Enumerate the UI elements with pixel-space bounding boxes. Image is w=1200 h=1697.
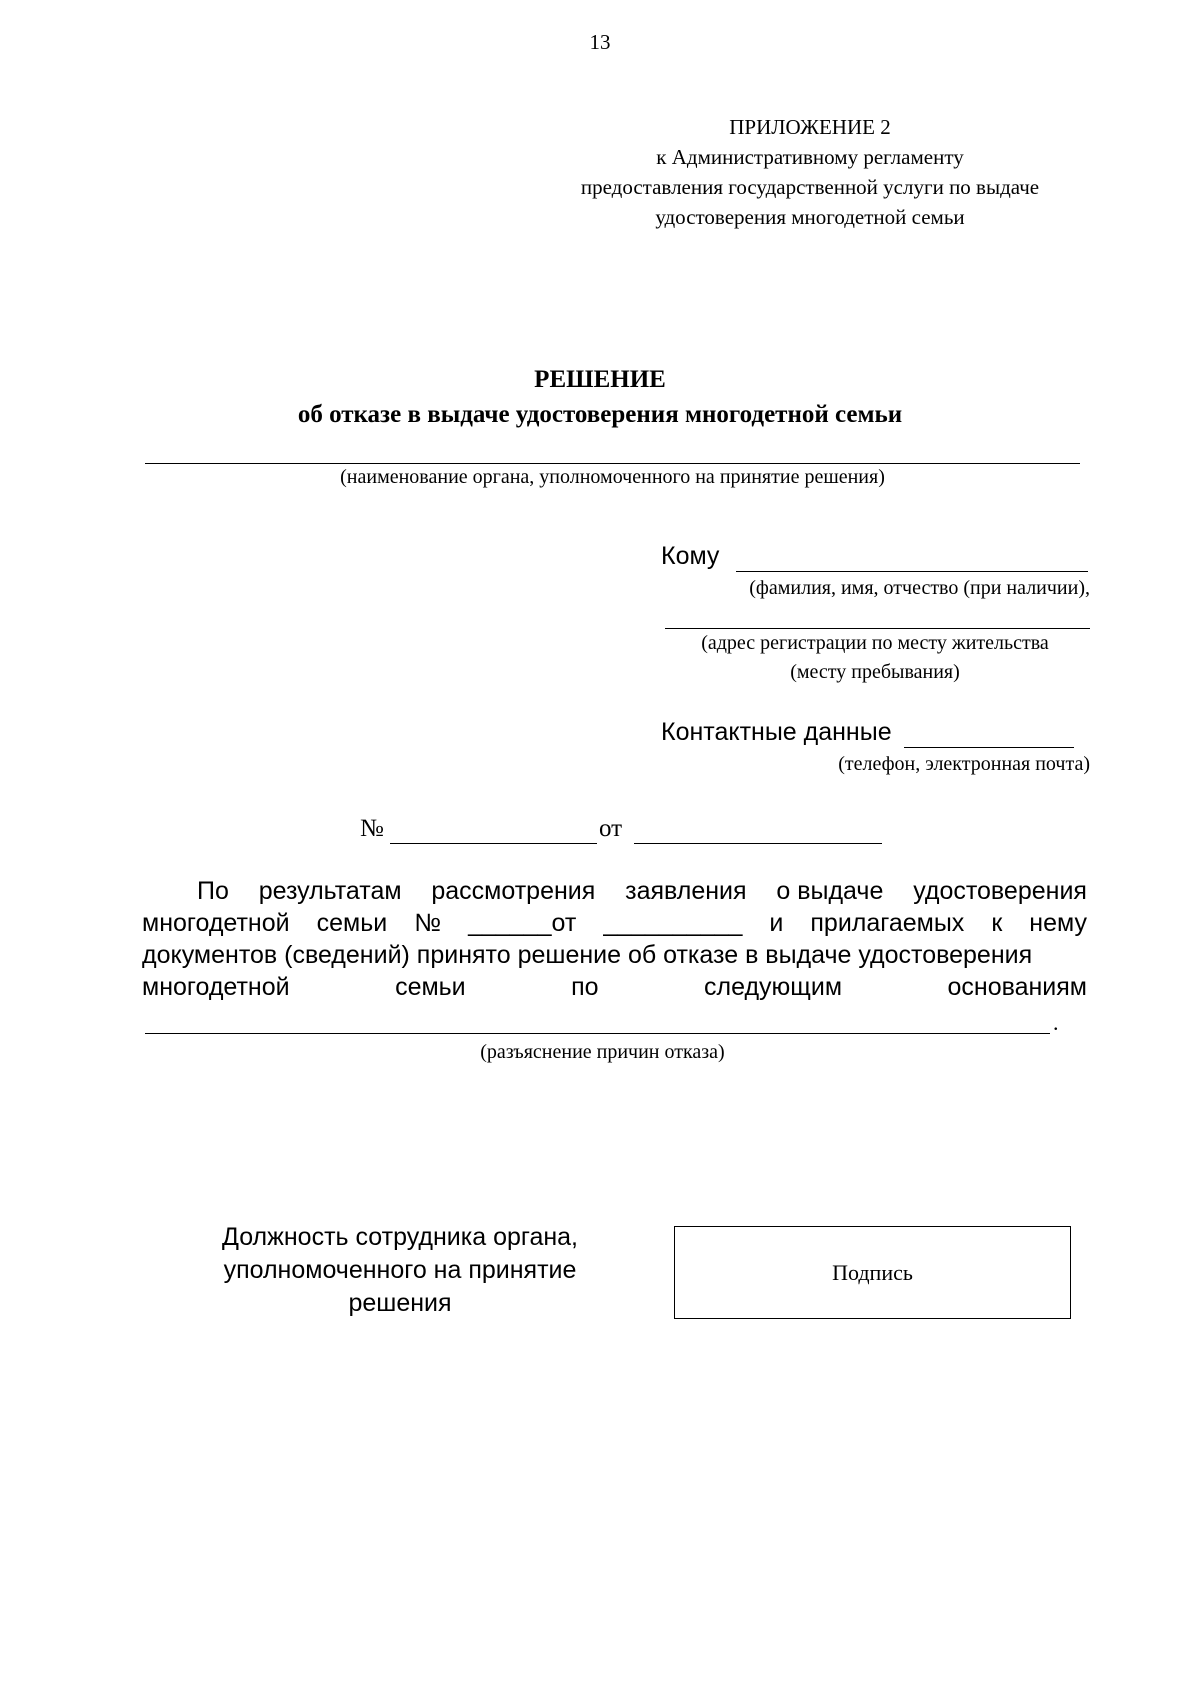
appendix-line: предоставления государственной услуги по выдаче xyxy=(580,175,1040,199)
signature-label: Подпись xyxy=(832,1259,913,1285)
body-line-2 xyxy=(142,907,1087,939)
body-word: по xyxy=(571,973,599,1001)
contact-caption: (телефон, электронная почта) xyxy=(838,753,1090,775)
decision-body xyxy=(142,875,1087,1003)
signatory-position-line: решения xyxy=(348,1289,452,1317)
body-word: многодетной xyxy=(142,973,290,1001)
body-line-4 xyxy=(142,971,1087,1003)
body-line-1 xyxy=(142,875,1087,907)
signatory-position-line: Должность сотрудника органа, xyxy=(221,1223,579,1251)
decision-date-line xyxy=(634,843,882,844)
body-word: основаниям xyxy=(947,973,1087,1001)
reason-line-period: . xyxy=(1053,1010,1059,1035)
recipient-name-caption: (фамилия, имя, отчество (при наличии), xyxy=(749,577,1090,599)
authority-caption: (наименование органа, уполномоченного на принятие решения) xyxy=(340,466,885,488)
appendix-header xyxy=(530,112,1090,232)
body-word: следующим xyxy=(704,973,843,1001)
body-word: к xyxy=(991,909,1003,937)
appendix-line: к Административному регламенту xyxy=(656,145,964,169)
body-word: семьи xyxy=(316,909,388,937)
body-word: ______от xyxy=(468,909,577,937)
signatory-position xyxy=(185,1221,615,1320)
body-word: По xyxy=(197,877,229,905)
body-word: нему xyxy=(1029,909,1087,937)
body-word: заявления xyxy=(625,877,747,905)
recipient-address-caption: (адрес регистрации по месту жительства xyxy=(701,632,1049,654)
appendix-title: ПРИЛОЖЕНИЕ 2 xyxy=(729,115,891,139)
decision-number-line xyxy=(390,843,597,844)
decision-date-label: от xyxy=(599,815,623,842)
body-word: рассмотрения xyxy=(431,877,596,905)
recipient-name-line xyxy=(736,571,1088,572)
body-word: о выдаче xyxy=(776,877,884,905)
body-word: многодетной xyxy=(142,909,290,937)
body-word: __________ xyxy=(603,909,743,937)
document-subtitle: об отказе в выдаче удостоверения многодетной семьи xyxy=(297,401,903,428)
reason-line xyxy=(145,1033,1050,1034)
authority-line xyxy=(145,463,1080,464)
page-number: 13 xyxy=(589,30,611,54)
body-word: прилагаемых xyxy=(810,909,965,937)
appendix-line: удостоверения многодетной семьи xyxy=(655,205,965,229)
body-word: удостоверения xyxy=(913,877,1087,905)
body-word: и xyxy=(769,909,784,937)
body-word: результатам xyxy=(258,877,402,905)
recipient-address-caption-2: (месту пребывания) xyxy=(790,661,960,683)
contact-line xyxy=(904,747,1074,748)
body-word: № xyxy=(414,909,442,937)
recipient-address-line xyxy=(665,628,1090,629)
signatory-position-line: уполномоченного на принятие xyxy=(223,1256,577,1284)
body-line-3: документов (сведений) принято решение об отказе в выдаче удостоверения xyxy=(142,941,1033,969)
body-word: семьи xyxy=(395,973,466,1001)
signature-box xyxy=(674,1226,1071,1319)
decision-number-label: № xyxy=(360,815,384,842)
document-title: РЕШЕНИЕ xyxy=(534,366,666,393)
reason-caption: (разъяснение причин отказа) xyxy=(480,1041,725,1063)
recipient-label: Кому xyxy=(661,542,720,570)
contact-label: Контактные данные xyxy=(661,718,892,746)
